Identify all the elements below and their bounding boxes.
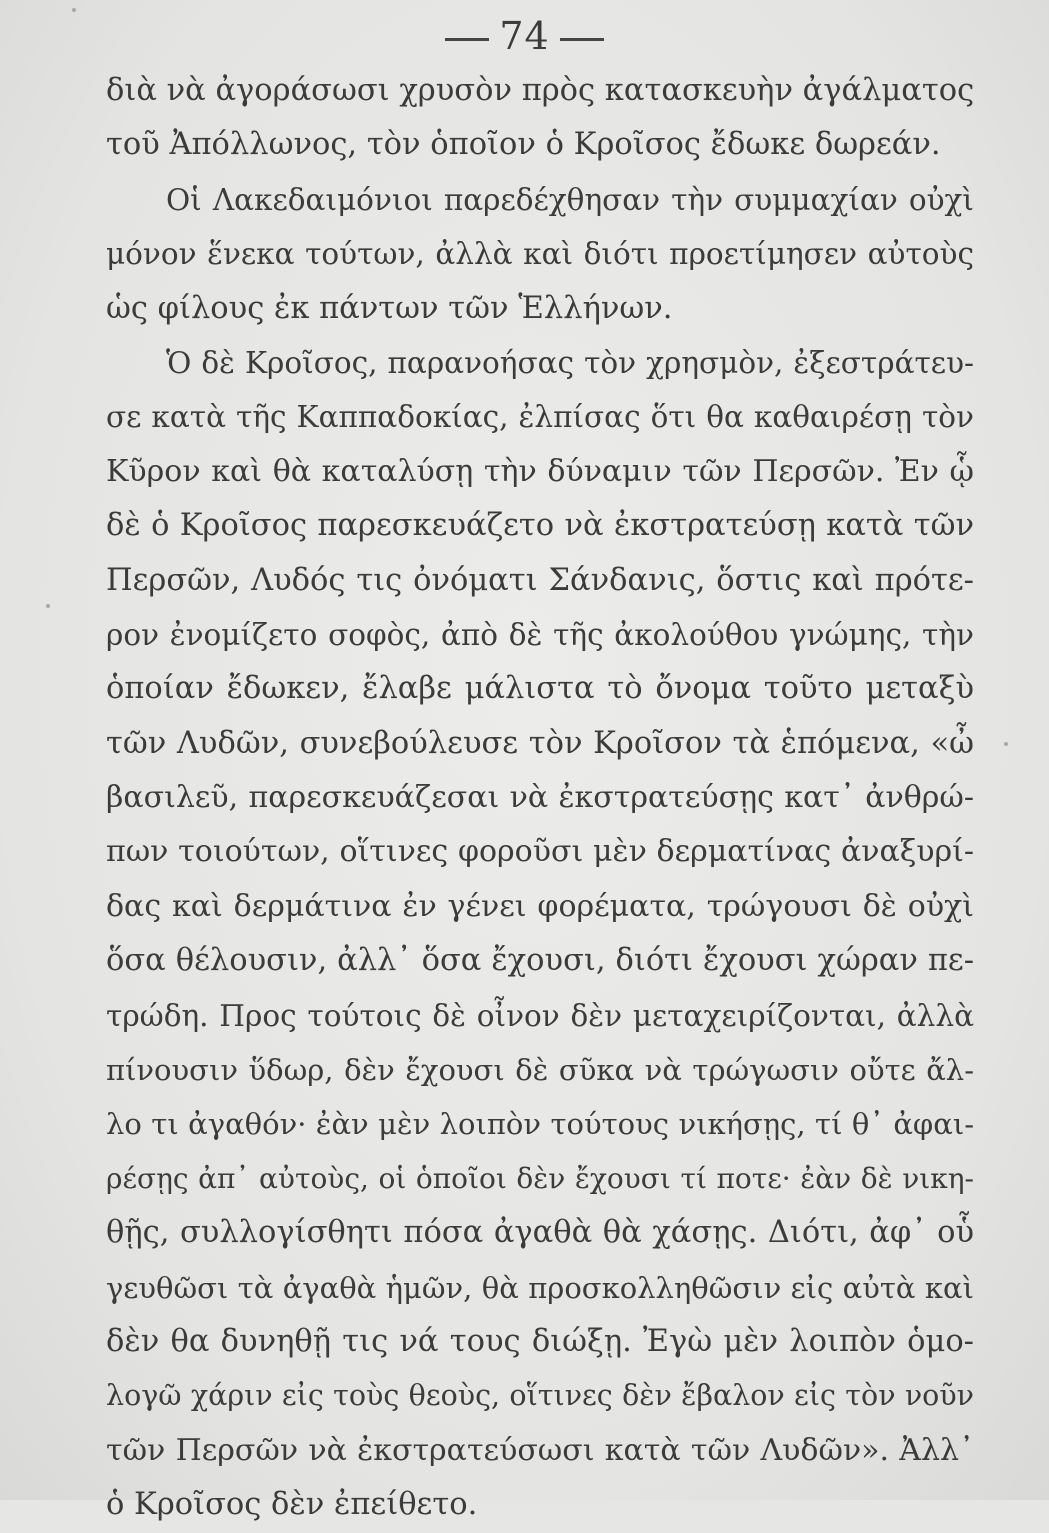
text-line: ὅσα θέλουσιν, ἀλλ᾽ ὅσα ἔχουσι, διότι ἔχουσι χώραν πε- [106,943,974,979]
text-line: διὰ νὰ ἀγοράσωσι χρυσὸν πρὸς κατασκευὴν ἀγάλματος [106,73,975,108]
text-line: δὲν θα δυνηθῇ τις νά τους διώξῃ. Ἐγὼ μὲν λοιπὸν ὁμο- [106,1323,974,1359]
paper-speck [72,8,76,12]
text-line: ὁ Κροῖσος δὲν ἐπείθετο. [106,1487,478,1523]
text-line: Κῦρον καὶ θὰ καταλύσῃ τὴν δύναμιν τῶν Περσῶν. Ἐν ᾧ [106,453,974,489]
text-line: θῇς, συλλογίσθητι πόσα ἀγαθὰ θὰ χάσῃς. Διότι, ἀφ᾽ οὗ [106,1215,974,1251]
text-line: γευθῶσι τὰ ἀγαθὰ ἡμῶν, θὰ προσκολληθῶσιν εἰς αὐτὰ καὶ [106,1270,974,1305]
body-text [106,64,974,1533]
text-line: ὡς φίλους ἐκ πάντων τῶν Ἑλλήνων. [106,290,673,326]
paper-speck [1004,742,1008,746]
header-dash-right [560,38,604,41]
text-line: δὲ ὁ Κροῖσος παρεσκευάζετο νὰ ἐκστρατεύσῃ κατὰ τῶν [106,508,974,544]
text-line: μόνον ἕνεκα τούτων, ἀλλὰ καὶ διότι προετίμησεν αὐτοὺς [106,237,974,272]
text-line: ρον ἐνομίζετο σοφὸς, ἀπὸ δὲ τῆς ἀκολούθου γνώμης, τὴν [106,617,974,652]
text-line: λογῶ χάριν εἰς τοὺς θεοὺς, οἵτινες δὲν ἔβαλον εἰς τὸν νοῦν [106,1379,974,1413]
text-line: πίνουσιν ὕδωρ, δὲν ἔχουσι δὲ σῦκα νὰ τρώγωσιν οὔτε ἄλ- [106,1053,974,1088]
text-line: βασιλεῦ, παρεσκευάζεσαι νὰ ἐκστρατεύσῃς κατ᾽ ἀνθρώ- [106,780,974,816]
text-line: Οἱ Λακεδαιμόνιοι παρεδέχθησαν τὴν συμμαχίαν οὐχὶ [166,182,974,217]
text-line: τρώδη. Προς τούτοις δὲ οἶνον δὲν μεταχειρίζονται, ἀλλὰ [106,998,974,1033]
text-line: σε κατὰ τῆς Καππαδοκίας, ἐλπίσας ὅτι θα καθαιρέσῃ τὸν [106,400,974,435]
page-number: 74 [499,14,550,58]
text-line: τῶν Λυδῶν, συνεβούλευσε τὸν Κροῖσον τὰ ἑπόμενα, «ὦ [106,725,974,761]
text-line: Ὁ δὲ Κροῖσος, παρανοήσας τὸν χρησμὸν, ἐξεστράτευ- [166,345,974,380]
text-line: ὁποίαν ἔδωκεν, ἔλαβε μάλιστα τὸ ὄνομα τοῦτο μεταξὺ [106,671,974,707]
paper-speck [46,604,50,608]
text-line: πων τοιούτων, οἵτινες φοροῦσι μὲν δερματίνας ἀναξυρί- [106,834,974,870]
header-dash-left [445,38,489,41]
text-line: δας καὶ δερμάτινα ἐν γένει φορέματα, τρώγουσι δὲ οὐχὶ [106,888,974,924]
text-line: ρέσῃς ἀπ᾽ αὐτοὺς, οἱ ὁποῖοι δὲν ἔχουσι τί ποτε· ἐὰν δὲ νικη- [106,1161,974,1195]
text-line: τοῦ Ἀπόλλωνος, τὸν ὁποῖον ὁ Κροῖσος ἔδωκε δωρεάν. [106,127,941,163]
text-line: Περσῶν, Λυδός τις ὀνόματι Σάνδανις, ὅστις καὶ πρότε- [106,562,974,598]
page-header [0,14,1049,58]
text-line: λο τι ἀγαθόν· ἐὰν μὲν λοιπὸν τούτους νικήσῃς, τί θ᾽ ἀφαι- [106,1107,974,1142]
text-line: τῶν Περσῶν νὰ ἐκστρατεύσωσι κατὰ τῶν Λυδῶν». Ἀλλ᾽ [106,1432,974,1468]
